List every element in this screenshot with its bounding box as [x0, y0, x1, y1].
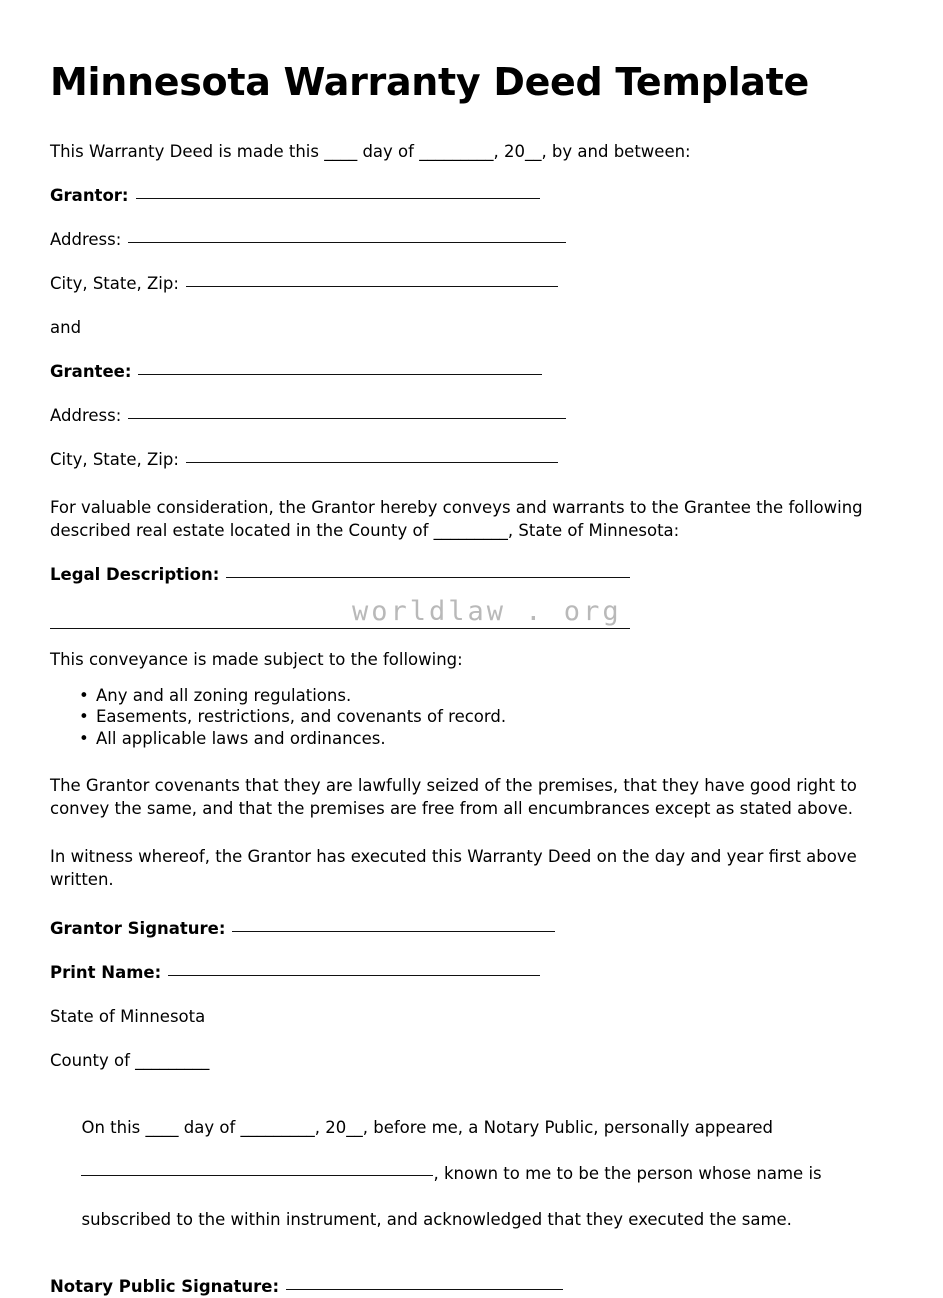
legal-description-continuation-rule[interactable] [50, 628, 630, 629]
grantor-address-label: Address: [50, 229, 122, 249]
print-name-field-rule[interactable] [168, 975, 540, 976]
intro-paragraph: This Warranty Deed is made this ____ day of _________, 20__, by and between: [50, 141, 691, 161]
subject-to-intro: This conveyance is made subject to the following: [50, 649, 463, 669]
grantee-name-label: Grantee: [50, 361, 132, 381]
watermark-text: worldlaw . org [352, 596, 622, 627]
grantor-city-state-zip-label: City, State, Zip: [50, 273, 179, 293]
grantee-city-state-zip-label: City, State, Zip: [50, 449, 179, 469]
page-title: Minnesota Warranty Deed Template [50, 60, 809, 104]
legal-description-label: Legal Description: [50, 564, 220, 584]
notary-signature-field-rule[interactable] [286, 1289, 563, 1290]
notary-line3-text: subscribed to the within instrument, and acknowledged that they executed the same. [81, 1210, 792, 1230]
grantor-signature-row [50, 917, 895, 940]
grantee-name-field-rule[interactable] [138, 374, 542, 375]
grantor-signature-field-rule[interactable] [232, 931, 555, 932]
grantor-signature-label: Grantor Signature: [50, 919, 226, 939]
notary-line1-text: On this ____ day of _________, 20__, before me, a Notary Public, personally appeared [81, 1118, 774, 1138]
list-item: • All applicable laws and ordinances. [96, 728, 895, 750]
terms-list [50, 685, 895, 750]
grantee-address-field-rule[interactable] [128, 418, 566, 419]
print-name-label: Print Name: [50, 963, 162, 983]
grantee-name-row [50, 360, 895, 383]
grantee-address-label: Address: [50, 405, 122, 425]
grantor-name-field-rule[interactable] [136, 198, 540, 199]
legal-description-field-rule[interactable] [226, 577, 630, 578]
document-content [50, 0, 895, 1298]
notary-name-field-rule[interactable] [81, 1175, 433, 1176]
list-item: • Easements, restrictions, and covenants of record. [96, 706, 895, 728]
grantor-address-field-rule[interactable] [128, 242, 566, 243]
witness-paragraph: In witness whereof, the Grantor has executed this Warranty Deed on the day and year first above written. [50, 847, 863, 890]
grantee-address-row [50, 404, 895, 427]
grantor-city-state-zip-row [50, 272, 895, 295]
grantee-city-state-zip-row [50, 448, 895, 471]
notary-line2-text: , known to me to be the person whose name is [433, 1164, 822, 1184]
grantor-name-label: Grantor: [50, 185, 129, 205]
grantee-city-state-zip-field-rule[interactable] [186, 462, 558, 463]
and-connector: and [50, 317, 82, 337]
grantor-city-state-zip-field-rule[interactable] [186, 286, 558, 287]
notary-signature-label: Notary Public Signature: [50, 1277, 280, 1297]
state-line: State of Minnesota [50, 1007, 206, 1027]
county-line: County of _________ [50, 1051, 210, 1071]
print-name-row [50, 961, 895, 984]
notary-acknowledgement [50, 1093, 895, 1254]
grantor-address-row [50, 228, 895, 251]
list-item: • Any and all zoning regulations. [96, 685, 895, 707]
notary-signature-row [50, 1275, 895, 1298]
consideration-paragraph: For valuable consideration, the Grantor hereby conveys and warrants to the Grantee the following described real estate located in the County of _________, State of Minnesota: [50, 497, 868, 540]
covenants-paragraph: The Grantor covenants that they are lawfully seized of the premises, that they have good right to convey the same, and that the premises are free from all encumbrances except as stated above. [50, 776, 863, 819]
legal-description-row [50, 563, 895, 586]
grantor-name-row [50, 184, 895, 207]
